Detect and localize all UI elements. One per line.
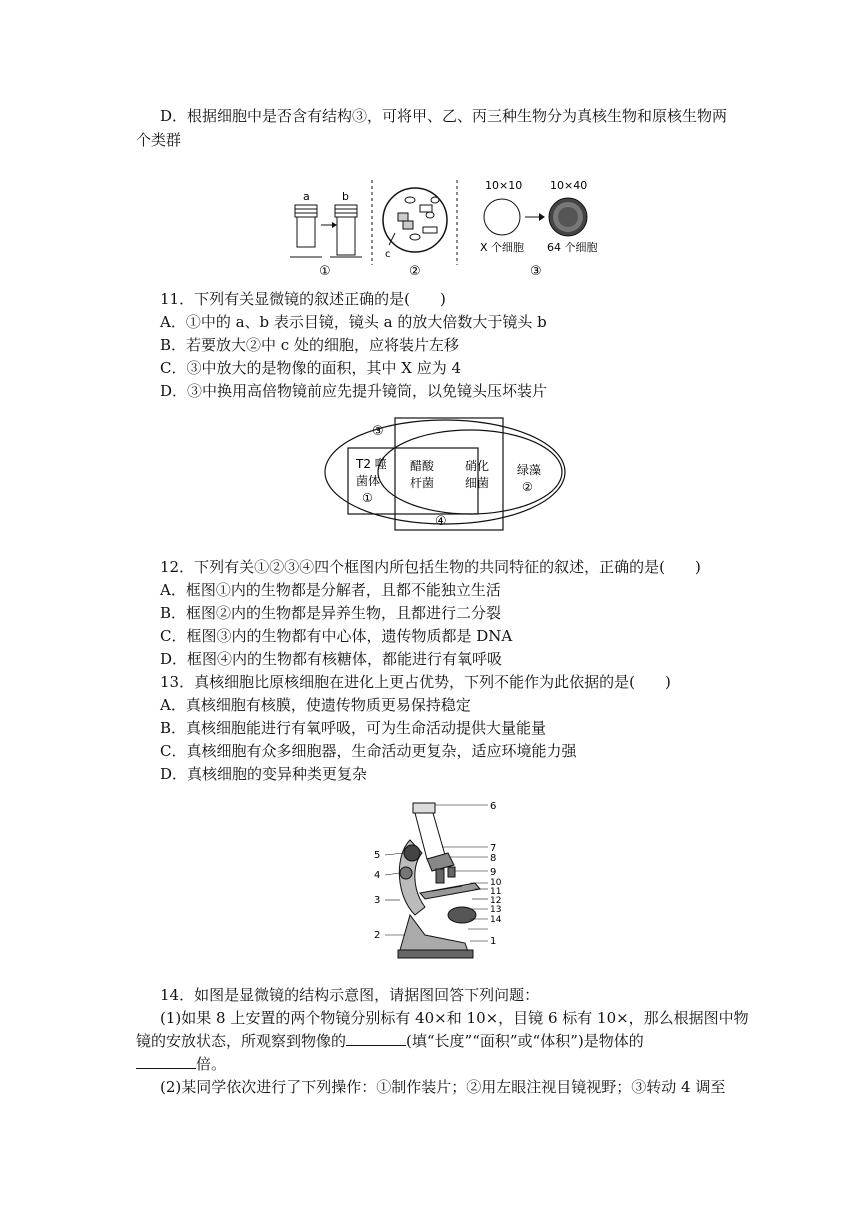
scope-label-13: 13 <box>490 905 502 915</box>
q11-option-d: D．③中换用高倍物镜前应先提升镜筒，以免镜头压坏装片 <box>160 382 548 400</box>
scope-label-12: 12 <box>490 896 502 906</box>
scope-label-4: 4 <box>374 870 381 881</box>
nitro-line2: 细菌 <box>465 476 490 490</box>
q14-stem: 14．如图是显微镜的结构示意图，请据图回答下列问题： <box>160 986 540 1004</box>
scope-label-11: 11 <box>490 887 502 897</box>
label-a: a <box>303 190 310 203</box>
q14-part1-line2a: 镜的安放状态，所观察到物像的 <box>136 1032 347 1050</box>
scope-label-1: 1 <box>490 936 497 947</box>
venn-diagram <box>320 410 570 535</box>
scope-label-6: 6 <box>490 801 497 812</box>
scope-label-3: 3 <box>374 895 381 906</box>
q14-part1-line2b: (填“长度”“面积”或“体积”)是物体的 <box>406 1032 644 1050</box>
acetic-line1: 醋酸 <box>410 459 435 473</box>
label-c: c <box>385 249 391 260</box>
cells-right: 64 个细胞 <box>547 241 598 254</box>
t2-line1: T2 噬 <box>356 457 387 471</box>
panel-2-label: ② <box>409 264 421 279</box>
scope-label-7: 7 <box>490 843 497 854</box>
q14-part1-line3 <box>136 1054 226 1074</box>
mag-right: 10×40 <box>550 179 588 192</box>
q13-option-c: C．真核细胞有众多细胞器，生命活动更复杂，适应环境能力强 <box>160 742 577 760</box>
q12-option-d: D．框图④内的生物都有核糖体，都能进行有氧呼吸 <box>160 650 503 668</box>
cells-left: X 个细胞 <box>480 241 525 254</box>
q12-option-b: B．框图②内的生物都是异养生物，且都进行二分裂 <box>160 604 502 622</box>
t2-num: ① <box>362 491 373 505</box>
algae-num: ② <box>522 480 533 494</box>
venn-label-4: ④ <box>435 514 447 529</box>
t2-line2: 菌体 <box>356 474 381 488</box>
q11-option-b: B．若要放大②中 c 处的细胞，应将装片左移 <box>160 336 459 354</box>
scope-label-14: 14 <box>490 915 502 925</box>
q13-option-d: D．真核细胞的变异种类更复杂 <box>160 765 368 783</box>
answer-blank-2[interactable] <box>136 1054 196 1069</box>
q13-stem: 13．真核细胞比原核细胞在进化上更占优势，下列不能作为此依据的是( ) <box>160 673 671 691</box>
q12-option-c: C．框图③内的生物都有中心体，遗传物质都是 DNA <box>160 627 513 645</box>
panel-1-label: ① <box>319 264 331 279</box>
scope-label-5: 5 <box>374 850 381 861</box>
label-b: b <box>342 190 349 203</box>
scope-label-8: 8 <box>490 853 497 864</box>
nitro-line1: 硝化 <box>465 459 490 473</box>
panel-3-label: ③ <box>530 264 542 279</box>
q11-stem: 11．下列有关显微镜的叙述正确的是( ) <box>160 290 446 308</box>
scope-label-2: 2 <box>374 930 381 941</box>
q14-part1-line3-text: 倍。 <box>196 1055 227 1073</box>
venn-label-3: ③ <box>372 424 384 439</box>
algae-label: 绿藻 <box>517 463 542 477</box>
q12-stem: 12．下列有关①②③④四个框图内所包括生物的共同特征的叙述，正确的是( ) <box>160 558 701 576</box>
microscope-structure-diagram <box>370 795 510 970</box>
cell-field-panel <box>383 188 447 279</box>
q10-option-d-line1: D．根据细胞中是否含有结构③，可将甲、乙、丙三种生物分为真核生物和原核生物两 <box>160 107 728 125</box>
q12-option-a: A．框图①内的生物都是分解者，且都不能独立生活 <box>160 581 501 599</box>
q14-part2-line1: (2)某同学依次进行了下列操作：①制作装片；②用左眼注视目镜视野；③转动 4 调至 <box>160 1078 726 1096</box>
q10-option-d-line2: 个类群 <box>136 131 182 149</box>
lens-panel <box>290 190 362 279</box>
q14-part1-line1: (1)如果 8 上安置的两个物镜分别标有 40×和 10×，目镜 6 标有 10×，那么根据图中物 <box>160 1009 749 1027</box>
acetic-line2: 杆菌 <box>410 476 435 490</box>
q11-option-c: C．③中放大的是物像的面积，其中 X 应为 4 <box>160 359 462 377</box>
magnification-panel <box>480 179 598 279</box>
q14-part1-line2 <box>136 1031 644 1051</box>
q13-option-b: B．真核细胞能进行有氧呼吸，可为生命活动提供大量能量 <box>160 719 547 737</box>
mag-left: 10×10 <box>485 179 523 192</box>
scope-label-10: 10 <box>490 878 502 888</box>
q11-option-a: A．①中的 a、b 表示目镜，镜头 a 的放大倍数大于镜头 b <box>160 313 547 331</box>
answer-blank-1[interactable] <box>346 1031 406 1046</box>
microscope-views-figure <box>285 175 605 280</box>
q13-option-a: A．真核细胞有核膜，使遗传物质更易保持稳定 <box>160 696 471 714</box>
scope-label-9: 9 <box>490 867 497 878</box>
